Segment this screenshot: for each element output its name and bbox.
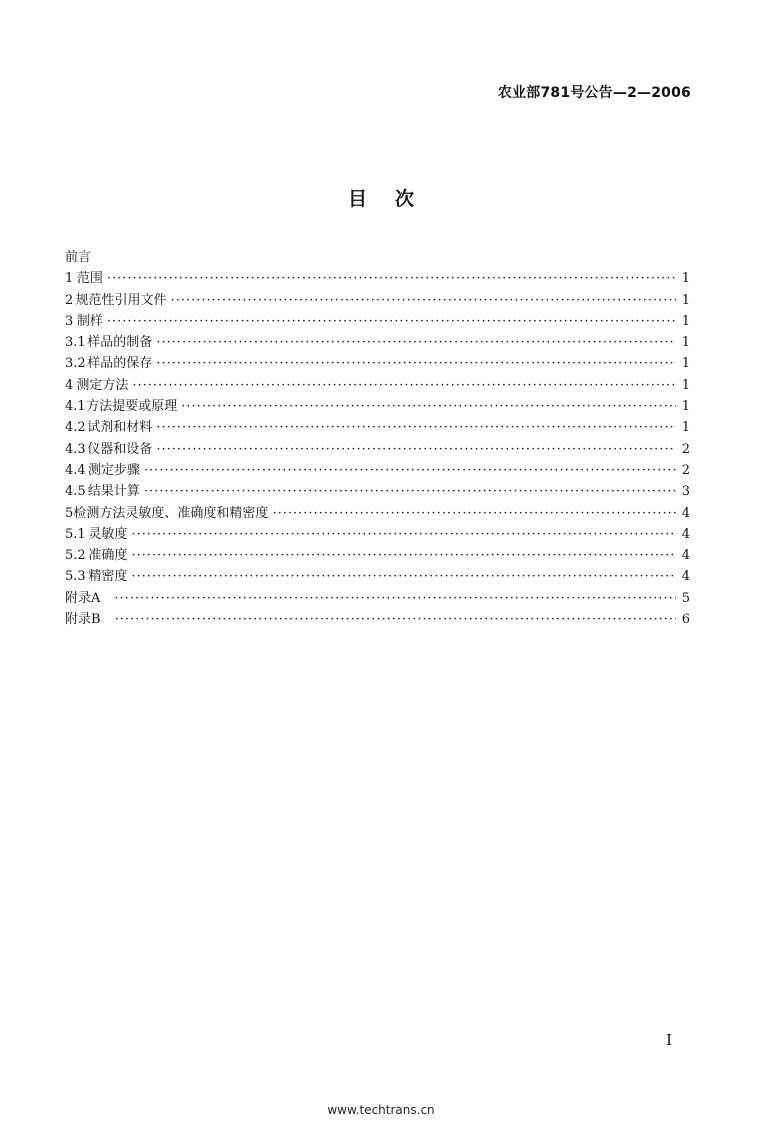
toc-entry-number: 3.2 [65,356,86,372]
toc-entry[interactable] [65,353,690,374]
toc-entry-label: 准确度 [88,548,128,564]
toc-entry-number: 4.2 [65,420,86,436]
toc-entry-page: 1 [681,377,690,393]
toc-entry[interactable] [65,268,690,289]
toc-leader-dots [171,290,676,311]
toc-entry-number: 3 [65,313,74,329]
toc-leader-dots [115,609,676,630]
toc-leader-dots [107,311,676,332]
toc-entry[interactable] [65,290,690,311]
toc-leader-dots [144,460,676,481]
toc-entry[interactable] [65,375,690,396]
website-footer: www.techtrans.cn [327,1103,435,1117]
toc-entry-number: 2 [65,292,74,308]
toc-entry-label: 精密度 [88,569,128,585]
toc-leader-dots [144,481,676,502]
toc-entry-label: 结果计算 [87,484,140,500]
toc-entry-label: 规范性引用文件 [75,292,167,308]
toc-entry-label: 附录B [65,612,101,628]
toc-entry-page: 1 [681,420,690,436]
toc-entry-number: 5.3 [65,569,86,585]
toc-leader-dots [131,524,676,545]
toc-entry-label: 样品的制备 [87,335,153,351]
toc-entry-page: 3 [681,484,690,500]
toc-entry-label: 制样 [76,313,103,329]
toc-entry-number: 3.1 [65,335,86,351]
toc-entry-number: 4.3 [65,441,86,457]
toc-entry-page: 2 [681,441,690,457]
toc-entry-list [65,268,690,630]
toc-entry-page: 4 [681,569,690,585]
toc-entry-page: 1 [681,335,690,351]
toc-leader-dots [107,268,676,289]
toc-entry-page: 5 [681,590,690,606]
toc-entry[interactable] [65,524,690,545]
toc-entry-label: 测定步骤 [87,462,140,478]
toc-entry-label: 样品的保存 [87,356,153,372]
toc-entry[interactable] [65,588,690,609]
toc-entry-number: 4.5 [65,484,86,500]
toc-entry[interactable] [65,460,690,481]
toc-entry[interactable] [65,396,690,417]
toc-entry[interactable] [65,503,690,524]
toc-leader-dots [131,545,676,566]
toc-entry-page: 2 [681,462,690,478]
toc-entry-page: 4 [681,526,690,542]
toc-entry-label: 附录A [65,590,101,606]
toc-leader-dots [131,566,676,587]
toc-entry-label: 试剂和材料 [87,420,153,436]
toc-leader-dots [156,353,676,374]
toc-entry-label: 灵敏度 [88,526,128,542]
toc-entry-label: 测定方法 [76,377,129,393]
toc-entry-page: 4 [681,505,690,521]
toc-leader-dots [272,503,676,524]
toc-entry[interactable] [65,439,690,460]
toc-entry-number: 4.4 [65,462,86,478]
toc-entry-number: 5.2 [65,548,86,564]
toc-entry-page: 4 [681,548,690,564]
toc-entry-label: 范围 [76,271,103,287]
document-code: 农业部781号公告—2—2006 [497,85,691,101]
toc-entry[interactable] [65,332,690,353]
toc-leader-dots [156,439,676,460]
toc-entry-label: 方法提要或原理 [86,399,178,415]
toc-entry-number: 4.1 [65,399,86,415]
toc-preface-label: 前言 [65,250,92,265]
toc-leader-dots [156,417,676,438]
toc-entry-number: 5.1 [65,526,86,542]
toc-preface[interactable] [65,247,690,268]
toc-entry-page: 1 [681,399,690,415]
toc-entry[interactable] [65,481,690,502]
toc-entry-page: 1 [681,292,690,308]
toc-entry[interactable] [65,609,690,630]
page-title: 目次 [347,188,442,210]
toc-entry-page: 1 [681,313,690,329]
toc-entry-page: 6 [681,612,690,628]
toc-leader-dots [114,588,676,609]
toc-leader-dots [132,375,676,396]
toc-entry-number: 5 [65,505,74,521]
page-number: I [666,1031,672,1049]
toc-entry-number: 1 [65,271,74,287]
toc-leader-dots [181,396,676,417]
toc-entry[interactable] [65,311,690,332]
toc-entry-page: 1 [681,356,690,372]
table-of-contents [65,247,690,630]
toc-entry[interactable] [65,417,690,438]
toc-entry-number: 4 [65,377,74,393]
toc-leader-dots [156,332,676,353]
toc-entry[interactable] [65,566,690,587]
toc-entry[interactable] [65,545,690,566]
toc-entry-label: 检测方法灵敏度、准确度和精密度 [73,505,269,521]
toc-entry-label: 仪器和设备 [87,441,153,457]
toc-entry-page: 1 [681,271,690,287]
